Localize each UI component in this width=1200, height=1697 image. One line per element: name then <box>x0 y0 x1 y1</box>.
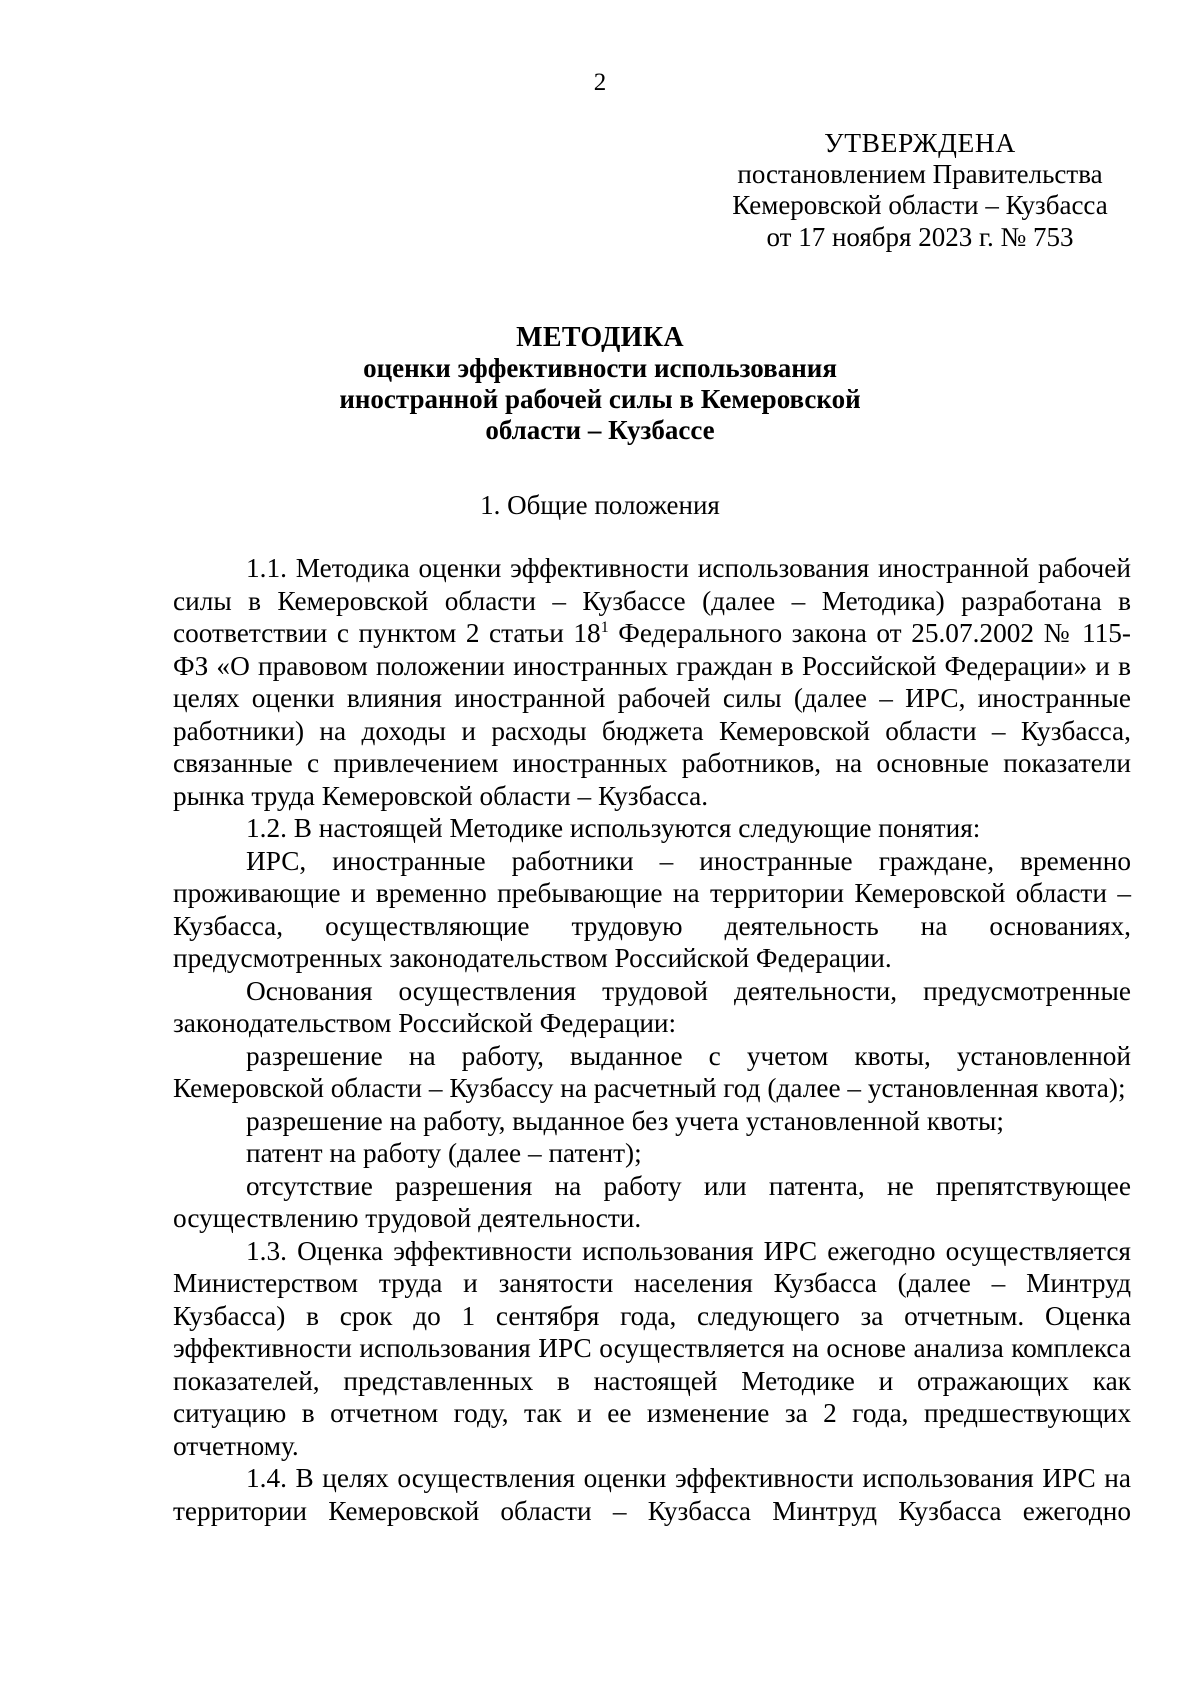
document-title-main: МЕТОДИКА <box>516 322 684 353</box>
approval-line-2: Кемеровской области – Кузбасса <box>732 190 1108 220</box>
paragraph-no-permit: отсутствие разрешения на работу или патента, не препятствующее осуществлению трудовой деятельности. <box>173 1170 1131 1233</box>
paragraph-patent: патент на работу (далее – патент); <box>246 1138 642 1168</box>
approval-line-1: постановлением Правительства <box>737 158 1103 189</box>
paragraph-1-3: 1.3. Оценка эффективности использования ИРС ежегодно осуществляется Министерством труда и занятости населения Кузбасса (далее – Минтруд Кузбасса) в срок до 1 сентября года, следующего за отчетным. Оценка эффективности использования ИРС осуществляется на основе анализа комплекса показателей, представленных в настоящей Методике и отражающих как ситуацию в отчетном году, так и ее изменение за 2 года, предшествующих отчетному. <box>173 1235 1131 1461</box>
approval-block <box>700 127 1140 253</box>
document-title <box>0 322 1200 446</box>
paragraph-work-basis: Основания осуществления трудовой деятельности, предусмотренные законодательством Российской Федерации: <box>173 975 1131 1038</box>
paragraph-permit-quota: разрешение на работу, выданное с учетом квоты, установленной Кемеровской области – Кузбассу на расчетный год (далее – установленная квота); <box>173 1040 1131 1103</box>
paragraph-1-4: 1.4. В целях осуществления оценки эффективности использования ИРС на территории Кемеровской области – Кузбасса Минтруд Кузбасса ежегодно <box>173 1463 1131 1526</box>
paragraph-1-1-text-b: Федерального закона от 25.07.2002 № 115-ФЗ «О правовом положении иностранных граждан в Российской Федерации» и в целях оценки влияния иностранной рабочей силы (далее – ИРС, иностранные работники) на доходы и расходы бюджета Кемеровской области – Кузбасса, связанные с привлечением иностранных работников, на основные показатели рынка труда Кемеровской области – Кузбасса. <box>173 618 1131 811</box>
paragraph-1-2: 1.2. В настоящей Методике используются следующие понятия: <box>246 813 981 843</box>
section-heading-general: 1. Общие положения <box>480 490 720 520</box>
approval-line-3: от 17 ноября 2023 г. № 753 <box>766 221 1074 252</box>
article-superscript: 1 <box>600 619 609 636</box>
document-title-line-2: иностранной рабочей силы в Кемеровской <box>339 384 861 414</box>
approval-stamp: УТВЕРЖДЕНА <box>824 127 1016 158</box>
paragraph-permit-no-quota: разрешение на работу, выданное без учета установленной квоты; <box>246 1105 1004 1136</box>
document-title-line-3: области – Кузбассе <box>485 415 715 445</box>
document-title-line-1: оценки эффективности использования <box>363 353 837 383</box>
paragraph-irs-definition: ИРС, иностранные работники – иностранные граждане, временно проживающие и временно пребывающие на территории Кемеровской области – Кузбасса, осуществляющие трудовую деятельность на основаниях, предусмотренных законодательством Российской Федерации. <box>173 845 1131 973</box>
paragraph-1-1 <box>173 552 1131 812</box>
document-body <box>173 552 1131 1527</box>
page-number: 2 <box>593 69 607 96</box>
paragraph-1-1-text-a: 1.1. Методика оценки эффективности использования иностранной рабочей силы в Кемеровской области – Кузбассе (далее – Методика) разработана в соответствии с пунктом 2 статьи 18 <box>173 553 1131 648</box>
